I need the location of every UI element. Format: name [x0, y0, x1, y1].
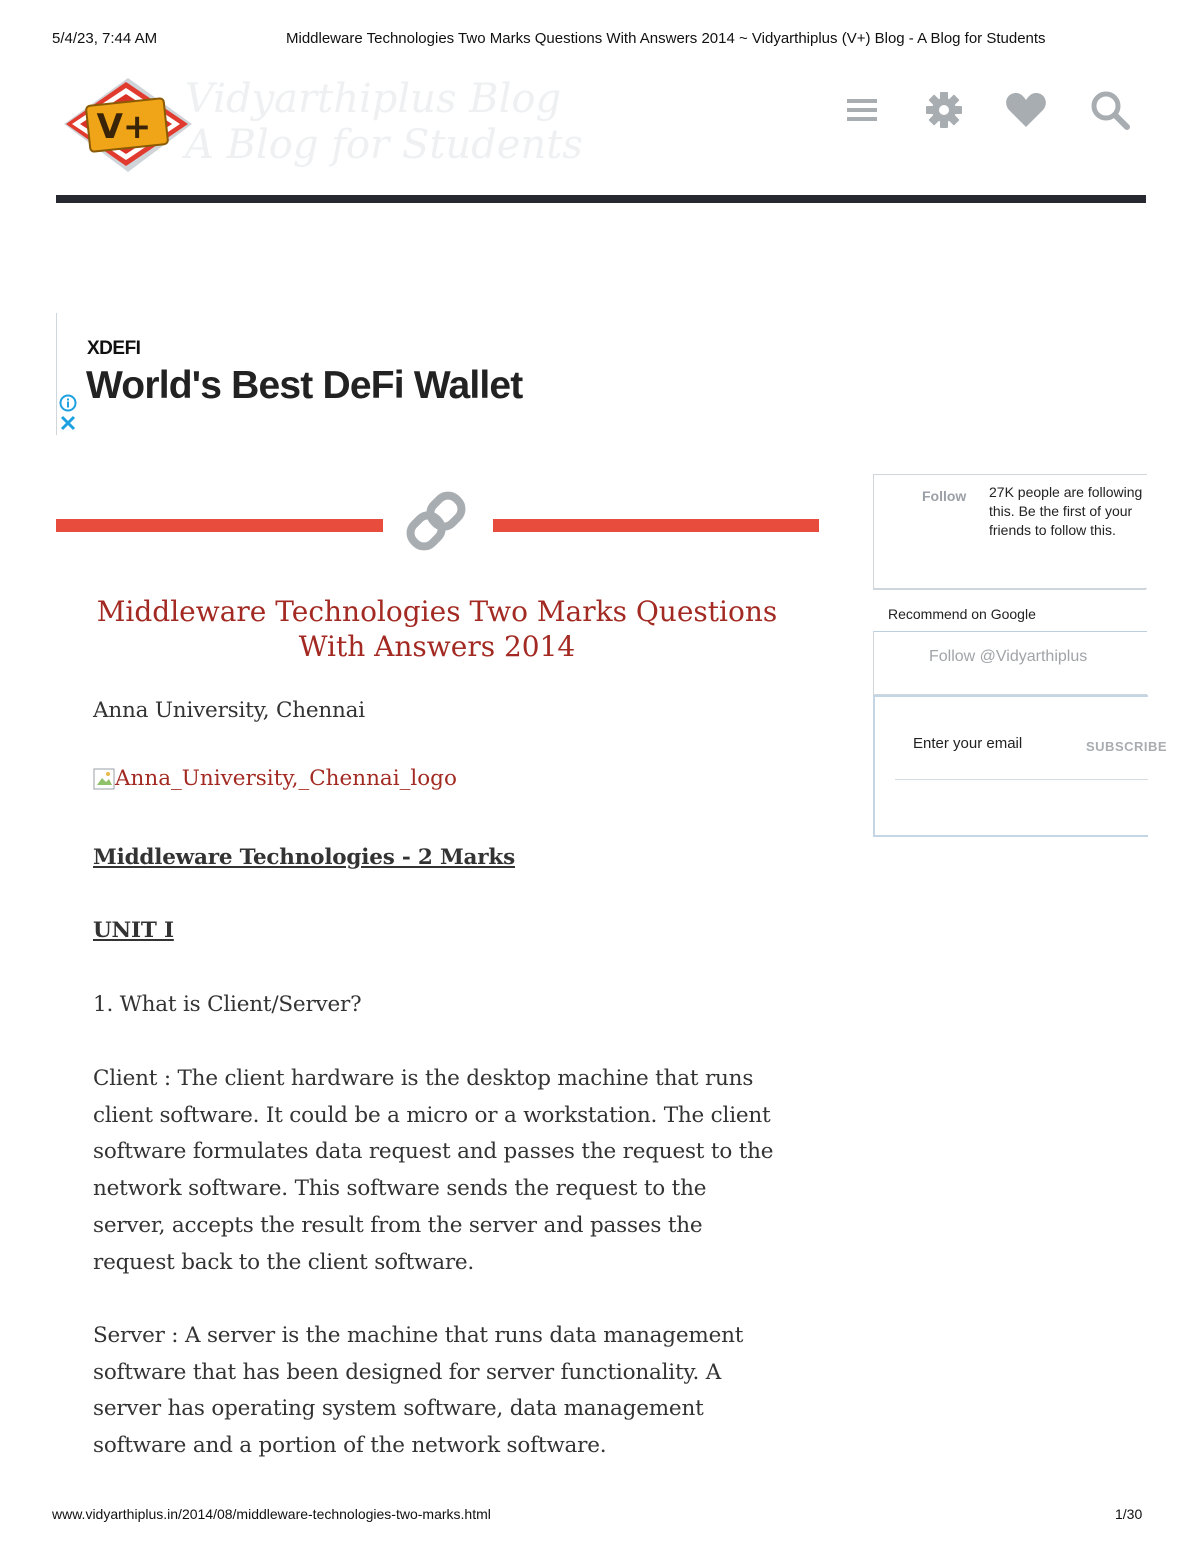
link-icon[interactable]: [403, 488, 469, 559]
heart-icon[interactable]: [1004, 88, 1048, 132]
gear-icon[interactable]: [922, 88, 966, 132]
twitter-follow-button[interactable]: Follow @Vidyarthiplus: [929, 648, 1088, 665]
print-url: www.vidyarthiplus.in/2014/08/middleware-technologies-two-marks.html: [52, 1506, 491, 1522]
recommend-google-button[interactable]: Recommend on Google: [888, 606, 1036, 622]
logo-text: V+: [96, 107, 152, 147]
ad-headline[interactable]: World's Best DeFi Wallet: [86, 364, 523, 407]
university-logo-image[interactable]: [93, 766, 457, 791]
follow-button[interactable]: Follow: [922, 488, 967, 504]
post-title[interactable]: Middleware Technologies Two Marks Questions With Answers 2014: [96, 595, 778, 663]
menu-icon[interactable]: [840, 88, 884, 132]
search-icon[interactable]: [1088, 88, 1132, 132]
followers-text: 27K people are following this. Be the first of your friends to follow this.: [989, 484, 1143, 538]
header-divider: [56, 195, 1146, 203]
blog-title[interactable]: [185, 76, 583, 168]
section-link[interactable]: Middleware Technologies - 2 Marks: [93, 845, 516, 870]
email-subscribe-widget: [873, 695, 1168, 837]
print-page-number: 1/30: [1115, 1506, 1143, 1522]
google-recommend-widget: [873, 589, 1146, 630]
site-logo[interactable]: [60, 74, 198, 178]
ad-close-icon[interactable]: [60, 415, 76, 436]
question-1: 1. What is Client/Server?: [93, 992, 362, 1017]
subscribe-button[interactable]: SUBSCRIBE: [1086, 739, 1168, 754]
post-divider-right: [493, 519, 819, 532]
print-datetime: 5/4/23, 7:44 AM: [52, 30, 158, 47]
post-university: Anna University, Chennai: [93, 698, 365, 723]
email-input[interactable]: Enter your email: [913, 735, 1023, 752]
post-divider-left: [56, 519, 383, 532]
blog-title-line1: Vidyarthiplus Blog: [185, 76, 562, 122]
client-paragraph: Client : The client hardware is the desktop machine that runs client software. It could be a micro or a workstation. The client software formulates data request and passes the request to the network software. This software sends the request to the server, accepts the result from the server and passes the request back to the client software.: [93, 1066, 774, 1275]
facebook-follow-widget: [873, 474, 1147, 589]
broken-image-icon: [93, 768, 115, 790]
image-alt-text: Anna_University,_Chennai_logo: [115, 766, 457, 791]
unit-link[interactable]: UNIT I: [93, 918, 174, 943]
twitter-follow-widget: [873, 631, 1147, 695]
print-page-title: Middleware Technologies Two Marks Questions With Answers 2014 ~ Vidyarthiplus (V+) Blog - A Blog for Students: [286, 30, 1046, 47]
server-paragraph: Server : A server is the machine that runs data management software that has been designed for server functionality. A server has operating system software, data management software and a portion of the network software.: [93, 1323, 744, 1459]
ad-brand[interactable]: XDEFI: [87, 338, 141, 359]
ad-info-icon[interactable]: [59, 394, 77, 417]
blog-title-line2: A Blog for Students: [185, 122, 583, 168]
email-underline: [895, 779, 1148, 780]
